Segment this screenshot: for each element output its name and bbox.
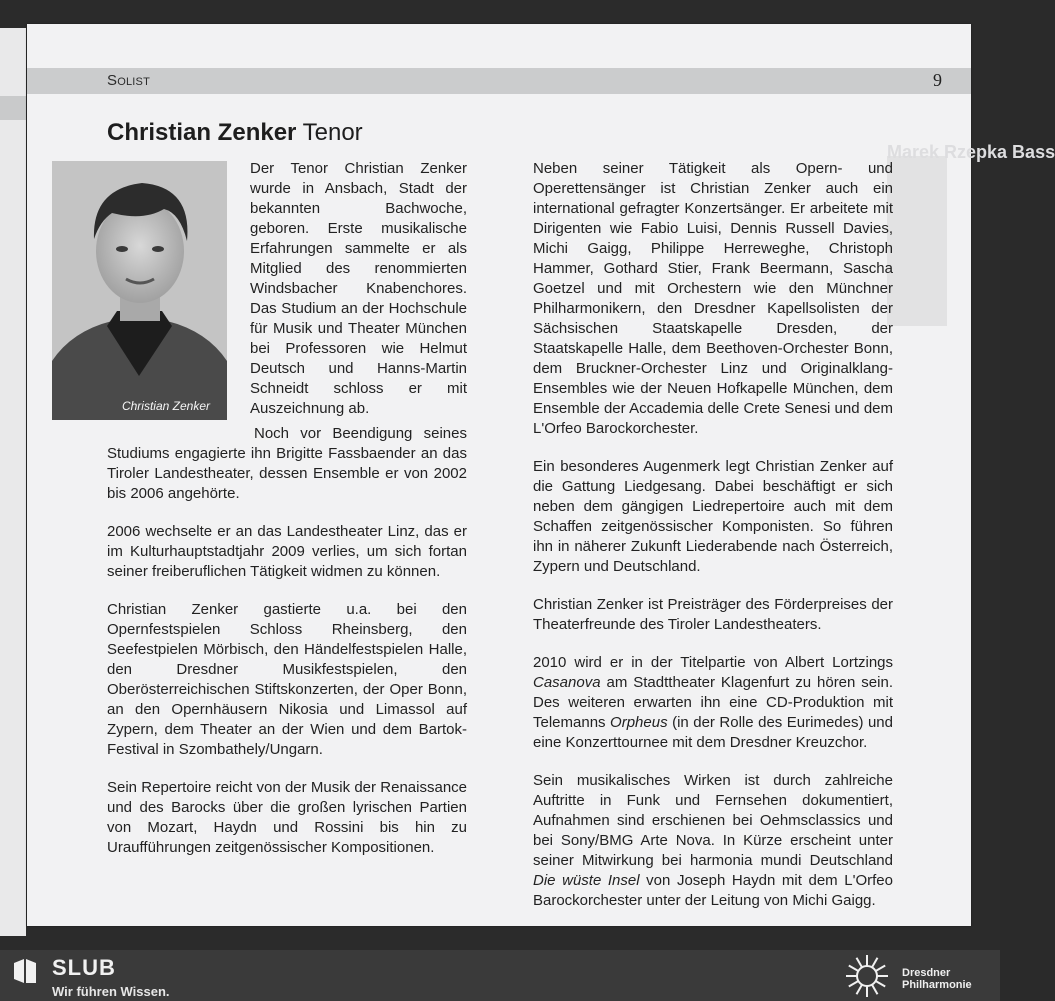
- biography-paragraph: 2006 wechselte er an das Landestheater Linz, das er im Kulturhauptstadtjahr 2009 verlies, um sich fortan seiner freiberuflichen Tätigkeit widmen zu können.: [107, 523, 467, 580]
- text-run: Sein musikalisches Wirken ist durch zahlreiche Auftritte in Funk und Fernsehen dokumentiert, Aufnahmen sind erschienen bei Oehmsclassics und bei Sony/BMG Arte Nova. In Kürze erscheint unter seiner Mitwirkung bei harmonia mundi Deutschland: [533, 772, 893, 869]
- biography-paragraph: Christian Zenker ist Preisträger des Förderpreises der Theaterfreunde des Tiroler Landestheaters.: [533, 596, 893, 633]
- partner-name-line: Dresdner: [902, 967, 951, 979]
- biography-column-left: [107, 424, 467, 858]
- library-logo-text: SLUB: [52, 955, 116, 980]
- section-label: Solist: [107, 72, 150, 89]
- work-title: Die wüste Insel: [533, 872, 640, 889]
- text-run: von Joseph Haydn mit dem L'Orfeo Barockorchester unter der Leitung von Michi Gaigg.: [533, 872, 893, 909]
- biography-paragraph: [533, 653, 893, 753]
- booklet-page: [27, 24, 1055, 926]
- soloist-name: Christian Zenker: [107, 119, 297, 146]
- text-run: 2010 wird er in der Titelpartie von Albert Lortzings: [533, 654, 893, 671]
- library-tagline: Wir führen Wissen.: [52, 984, 170, 999]
- text-run: am Stadttheater Klagenfurt zu hören sein. Des weiteren erwarten ihn eine CD-Produktion mit Telemanns: [533, 674, 893, 731]
- page-title: [107, 119, 363, 147]
- biography-paragraph: Noch vor Beendigung seines Studiums engagierte ihn Brigitte Fassbaender an das Tiroler Landestheater, dessen Ensemble er von 2002 bis 2006 angehörte.: [107, 425, 467, 502]
- footer-bar: [0, 950, 1000, 1001]
- partner-name-line: Philharmonie: [902, 979, 972, 991]
- page-number: 9: [933, 70, 942, 90]
- book-icon: [12, 957, 38, 985]
- biography-column-right: [533, 159, 893, 911]
- work-title: Casanova: [533, 674, 601, 691]
- header-band: [27, 68, 971, 94]
- biography-paragraph: Der Tenor Christian Zenker wurde in Ansbach, Stadt der bekannten Bachwoche, geboren. Erste musikalische Erfahrungen sammelte er als Mitglied des renommierten Windsbacher Knabenchores. Das Studium an der Hochschule für Musik und Theater München bei Professoren wie Helmut Deutsch und Hanns-Martin Schneidt schloss er mit Auszeichnung ab.: [250, 160, 467, 417]
- work-title: Orpheus: [610, 714, 668, 731]
- biography-paragraph: Christian Zenker gastierte u.a. bei den Opernfestspielen Schloss Rheinsberg, den Seefestpielen Mörbisch, den Händelfestspielen Halle, den Dresdner Musikfestspielen, den Oberösterreichischen Stiftskonzerten, der Oper Bonn, an den Opernhäusern Nikosia und Limassol auf Zypern, dem Theater an der Wien und dem Bartok-Festival in Szombathely/Ungarn.: [107, 601, 467, 758]
- photo-caption: Christian Zenker: [121, 399, 210, 413]
- biography-paragraph: Ein besonderes Augenmerk legt Christian Zenker auf die Gattung Liedgesang. Dabei beschäftigt er sich neben dem gängigen Liedrepertoire auch mit dem Schaffen zeitgenössischer Komponisten. So führen ihn in näherer Zukunft Liederabende nach Österreich, Zypern und Deutschland.: [533, 458, 893, 575]
- portrait-photo: [52, 161, 227, 420]
- biography-paragraph: [533, 771, 893, 911]
- biography-paragraph: Sein Repertoire reicht von der Musik der Renaissance und des Barocks über die großen lyrischen Partien von Mozart, Haydn und Rossini bis hin zu Uraufführungen zeitgenössischer Kompositionen.: [107, 779, 467, 856]
- facing-page-header-band: [0, 96, 26, 120]
- bleed-through-title: Marek Rzepka Bass: [887, 142, 1055, 162]
- partner-name: [902, 967, 994, 991]
- biography-intro: [250, 159, 467, 419]
- biography-paragraph: Neben seiner Tätigkeit als Opern- und Operettensänger ist Christian Zenker auch ein international gefragter Konzertsänger. Er arbeitete mit Dirigenten wie Fabio Luisi, Dennis Russell Davies, Michi Gaigg, Philippe Herreweghe, Christoph Hammer, Gothard Stier, Frank Beermann, Sascha Goetzel und mit Orchestern wie den Münchner Philharmonikern, den Dresdner Kapellsolisten der Sächsischen Staatskapelle Dresden, der Staatskapelle Halle, dem Beethoven-Orchester Bonn, dem Bruckner-Orchester Linz und Originalklang-Ensembles wie der Neuen Hofkapelle München, dem Ensemble der Accademia delle Crete Senesi und dem L'Orfeo Barockorchester.: [533, 160, 893, 437]
- voice-type: Tenor: [302, 119, 363, 146]
- facing-page-edge: [0, 28, 26, 936]
- sunburst-logo-icon: [843, 954, 891, 998]
- portrait-illustration: [52, 161, 227, 420]
- text-run: (in der Rolle des Eurimedes) und eine Konzerttournee mit dem Dresdner Kreuzchor.: [533, 714, 893, 751]
